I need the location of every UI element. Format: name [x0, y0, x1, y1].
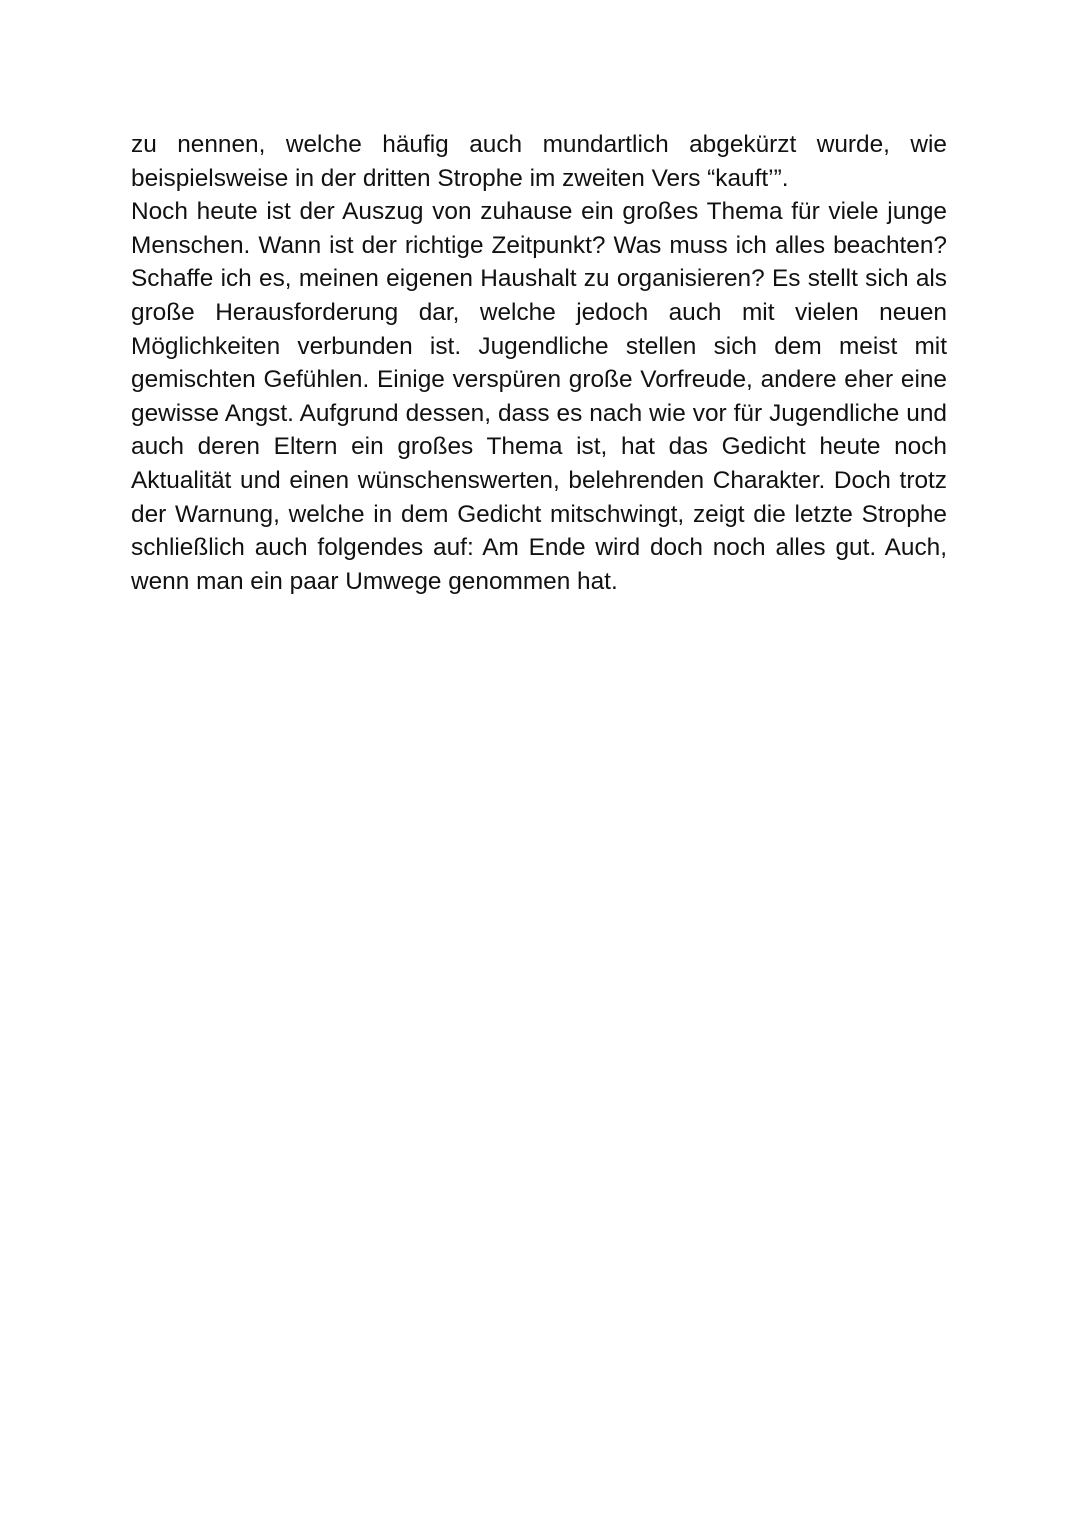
body-text — [131, 128, 947, 598]
paragraph: zu nennen, welche häufig auch mundartlich abgekürzt wurde, wie beispielsweise in der dritten Strophe im zweiten Vers “kauft’”. — [131, 131, 947, 192]
paragraph: Noch heute ist der Auszug von zuhause ein großes Thema für viele junge Menschen. Wann ist der richtige Zeitpunkt? Was muss ich alles beachten? Schaffe ich es, meinen eigenen Haushalt zu organisieren? Es stellt sich als große Herausforderung dar, welche jedoch auch mit vielen neuen Möglichkeiten verbunden ist. Jugendliche stellen sich dem meist mit gemischten Gefühlen. Einige verspüren große Vorfreude, andere eher eine gewisse Angst. Aufgrund dessen, dass es nach wie vor für Jugendliche und auch deren Eltern ein großes Thema ist, hat das Gedicht heute noch Aktualität und einen wünschenswerten, belehrenden Charakter. Doch trotz der Warnung, welche in dem Gedicht mitschwingt, zeigt die letzte Strophe schließlich auch folgendes auf: Am Ende wird doch noch alles gut. Auch, wenn man ein paar Umwege genommen hat. — [131, 198, 947, 595]
